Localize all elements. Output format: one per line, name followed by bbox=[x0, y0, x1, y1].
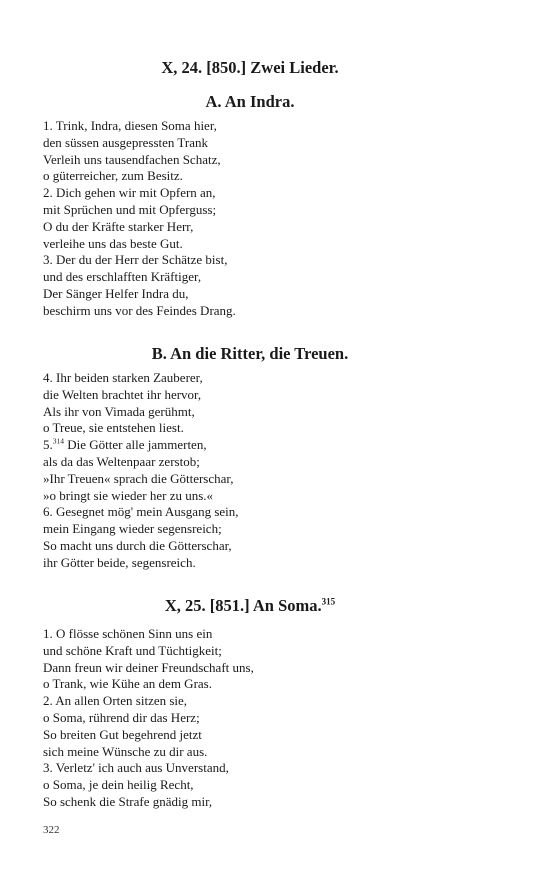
verse-line: 3. Der du der Herr der Schätze bist, bbox=[43, 252, 228, 268]
verse-line: So breiten Gut begehrend jetzt bbox=[43, 726, 202, 742]
verse-line-5 bbox=[43, 437, 483, 454]
soma-heading-text: X, 25. [851.] An Soma. bbox=[164, 596, 322, 615]
verse-line: 2. Dich gehen wir mit Opfern an, bbox=[43, 185, 216, 201]
verse-line: So schenk die Strafe gnädig mir, bbox=[43, 793, 213, 809]
verse-line: o Treue, sie entstehen liest. bbox=[43, 420, 184, 436]
section-a-heading bbox=[0, 92, 500, 112]
verse-line: 1. Trink, Indra, diesen Soma hier, bbox=[43, 118, 217, 133]
section-b-heading bbox=[0, 344, 500, 364]
verse-line: als da das Weltenpaar zerstob; bbox=[43, 453, 200, 469]
verse-line: o Trank, wie Kühe an dem Gras. bbox=[43, 676, 212, 692]
footnote-marker: 314 bbox=[52, 436, 64, 446]
verse-line: 6. Gesegnet mög' mein Ausgang sein, bbox=[43, 504, 239, 520]
verse-line: die Welten brachtet ihr hervor, bbox=[43, 386, 202, 402]
verse-line: o Soma, je dein heilig Recht, bbox=[43, 777, 194, 793]
soma-verses bbox=[43, 626, 483, 811]
section-a-heading-text: A. An Indra. bbox=[205, 92, 295, 111]
verse-line: »o bringt sie wieder her zu uns.« bbox=[43, 487, 214, 503]
verse-line: Der Sänger Helfer Indra du, bbox=[43, 285, 189, 301]
verse-line: beschirm uns vor des Feindes Drang. bbox=[43, 302, 236, 318]
verse-line: 1. O flösse schönen Sinn uns ein bbox=[43, 626, 213, 641]
verse-line: sich meine Wünsche zu dir aus. bbox=[43, 743, 208, 759]
verse-line: mit Sprüchen und mit Opferguss; bbox=[43, 201, 217, 217]
verse-line: Dann freun wir deiner Freundschaft uns, bbox=[43, 659, 254, 675]
verse-line: und des erschlafften Kräftiger, bbox=[43, 269, 202, 285]
verse-line: mein Eingang wieder segensreich; bbox=[43, 521, 222, 537]
section-b-verses-part-1 bbox=[43, 370, 483, 437]
hymn-heading-text: X, 24. [850.] Zwei Lieder. bbox=[161, 58, 339, 77]
verse-line: O du der Kräfte starker Herr, bbox=[43, 218, 194, 234]
verse-line: »Ihr Treuen« sprach die Götterschar, bbox=[43, 470, 234, 486]
section-b-heading-text: B. An die Ritter, die Treuen. bbox=[151, 344, 349, 363]
verse-line: So macht uns durch die Götterschar, bbox=[43, 537, 232, 553]
soma-heading bbox=[0, 596, 500, 616]
section-b-verses-part-2 bbox=[43, 454, 483, 572]
verse-line: Als ihr von Vimada gerühmt, bbox=[43, 403, 195, 419]
hymn-heading bbox=[0, 58, 500, 78]
verse-line: o güterreicher, zum Besitz. bbox=[43, 168, 183, 184]
verse-line: Verleih uns tausendfachen Schatz, bbox=[43, 151, 221, 167]
verse-line: ihr Götter beide, segensreich. bbox=[43, 554, 196, 570]
verse-line: und schöne Kraft und Tüchtigkeit; bbox=[43, 642, 222, 658]
page-number: 322 bbox=[43, 824, 60, 836]
verse-line: o Soma, rührend dir das Herz; bbox=[43, 709, 200, 725]
footnote-marker: 315 bbox=[321, 596, 336, 607]
section-b-verses bbox=[43, 370, 483, 572]
verse-line: verleihe uns das beste Gut. bbox=[43, 235, 183, 251]
verse-line: 2. An allen Orten sitzen sie, bbox=[43, 693, 188, 709]
verse-line: 3. Verletz' ich auch aus Unverstand, bbox=[43, 760, 229, 776]
verse-text: Die Götter alle jammerten, bbox=[64, 437, 207, 453]
verse-line: 4. Ihr beiden starken Zauberer, bbox=[43, 370, 203, 385]
section-a-verses bbox=[43, 118, 483, 320]
verse-line: den süssen ausgepressten Trank bbox=[43, 134, 209, 150]
verse-number: 5. bbox=[43, 437, 53, 453]
